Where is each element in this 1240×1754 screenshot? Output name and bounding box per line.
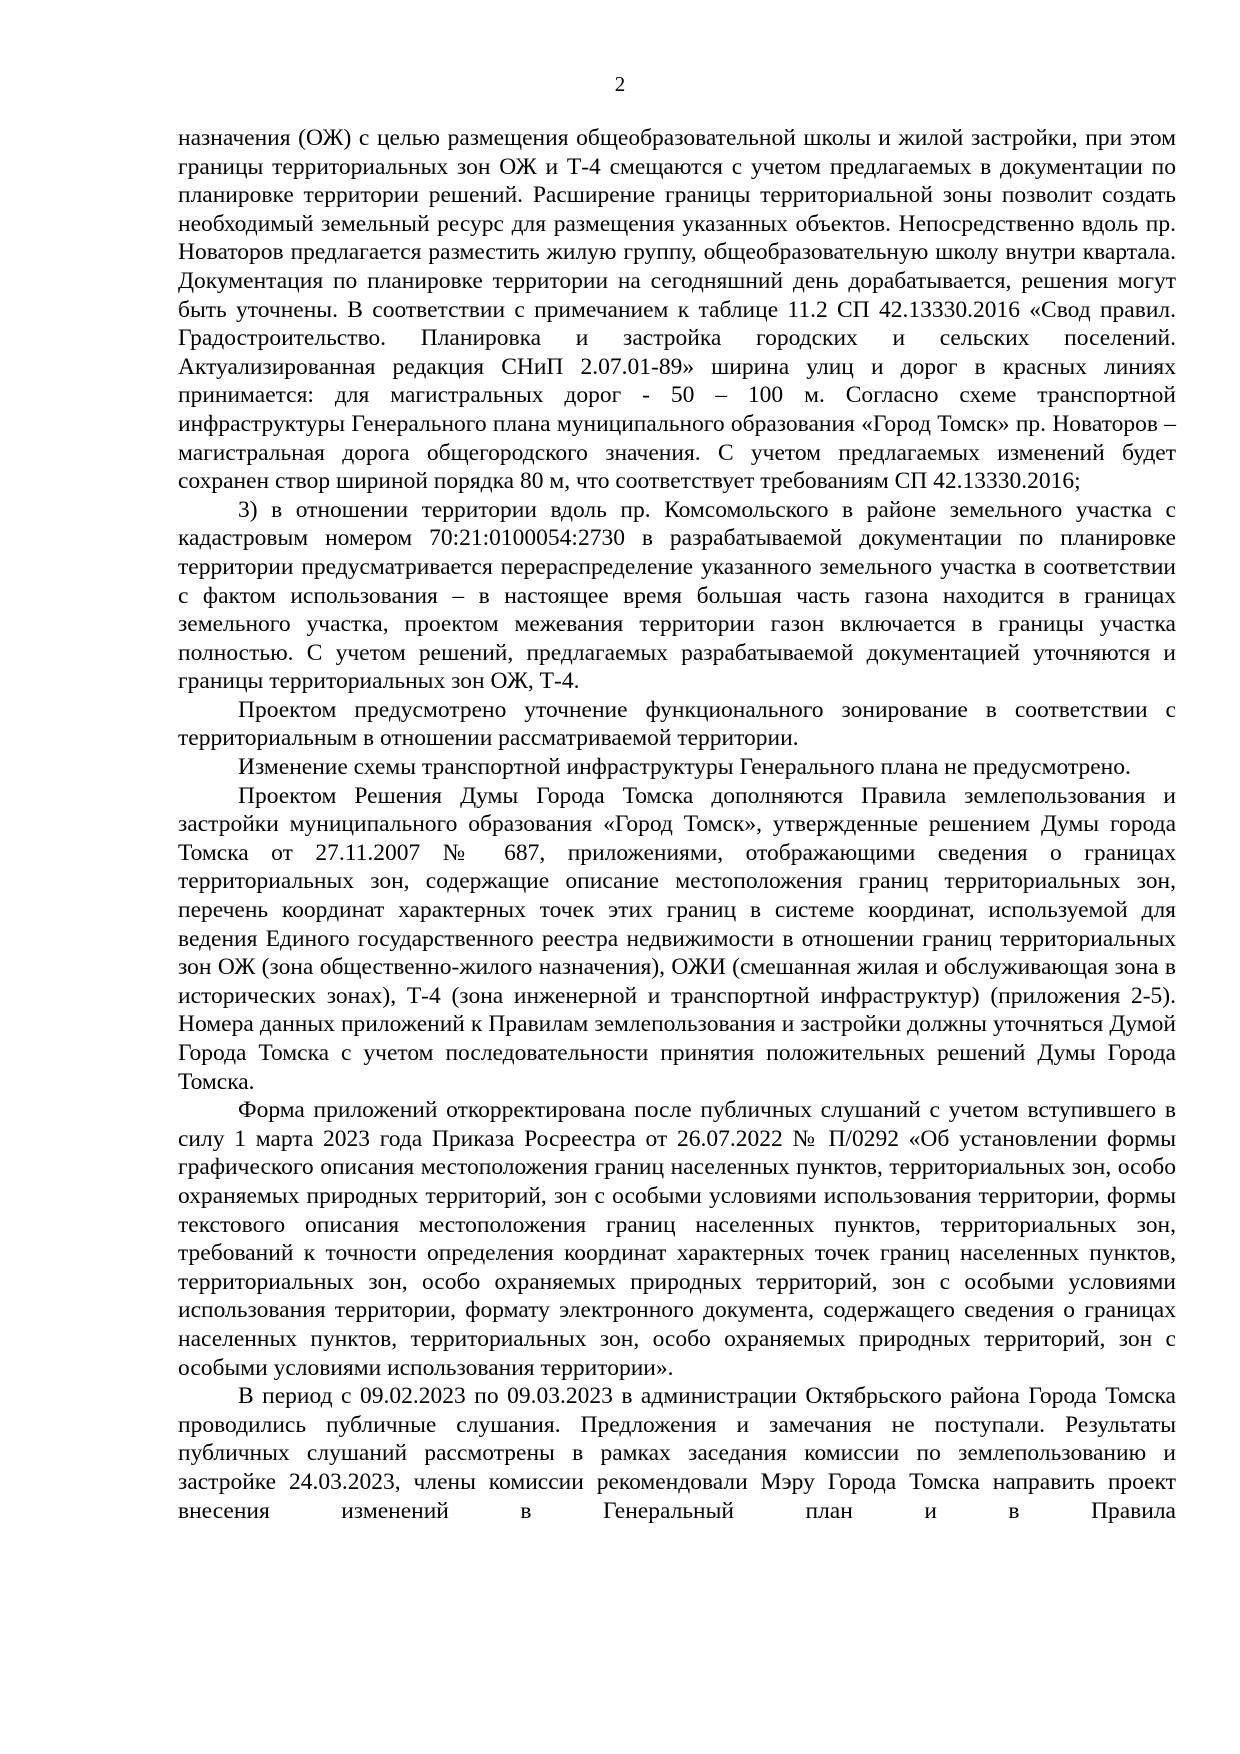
paragraph-4: Изменение схемы транспортной инфраструктуры Генерального плана не предусмотрено.	[238, 754, 1131, 781]
paragraph-5: Проектом Решения Думы Города Томска дополняются Правила землепользования и застройки муниципального образования «Город Томск», утвержденные решением Думы города Томска от 27.11.2007 № 687, приложениями, отображающими сведения о границах территориальных зон, содержащие описание местоположения границ территориальных зон, перечень координат характерных точек этих границ в системе координат, используемой для ведения Единого государственного реестра недвижимости в отношении границ территориальных зон ОЖ (зона общественно-жилого назначения), ОЖИ (смешанная жилая и обслуживающая зона в исторических зонах), Т-4 (зона инженерной и транспортной инфраструктур) (приложения 2-5). Номера данных приложений к Правилам землепользования и застройки должны уточняться Думой Города Томска с учетом последовательности принятия положительных решений Думы Города Томска.	[178, 782, 1176, 1095]
paragraph-1: назначения (ОЖ) с целью размещения общеобразовательной школы и жилой застройки, при этом границы территориальных зон ОЖ и Т-4 смещаются с учетом предлагаемых в документации по планировке территории решений. Расширение границы территориальной зоны позволит создать необходимый земельный ресурс для размещения указанных объектов. Непосредственно вдоль пр. Новаторов предлагается разместить жилую группу, общеобразовательную школу внутри квартала. Документация по планировке территории на сегодняшний день дорабатывается, решения могут быть уточнены. В соответствии с примечанием к таблице 11.2 СП 42.13330.2016 «Свод правил. Градостроительство. Планировка и застройка городских и сельских поселений. Актуализированная редакция СНиП 2.07.01-89» ширина улиц и дорог в красных линиях принимается: для магистральных дорог - 50 – 100 м. Согласно схеме транспортной инфраструктуры Генерального плана муниципального образования «Город Томск» пр. Новаторов – магистральная дорога общегородского значения. С учетом предлагаемых изменений будет сохранен створ шириной порядка 80 м, что соответствует требованиям СП 42.13330.2016;	[178, 125, 1176, 495]
paragraph-6: Форма приложений откорректирована после публичных слушаний с учетом вступившего в силу 1 марта 2023 года Приказа Росреестра от 26.07.2022 № П/0292 «Об установлении формы графического описания местоположения границ населенных пунктов, территориальных зон, особо охраняемых природных территорий, зон с особыми условиями использования территории, формы текстового описания местоположения границ населенных пунктов, территориальных зон, требований к точности определения координат характерных точек границ населенных пунктов, территориальных зон, особо охраняемых природных территорий, зон с особыми условиями использования территории, формату электронного документа, содержащего сведения о границах населенных пунктов, территориальных зон, особо охраняемых природных территорий, зон с особыми условиями использования территории».	[178, 1097, 1176, 1381]
paragraph-7: В период с 09.02.2023 по 09.03.2023 в администрации Октябрьского района Города Томска проводились публичные слушания. Предложения и замечания не поступали. Результаты публичных слушаний рассмотрены в рамках заседания комиссии по землепользованию и застройке 24.03.2023, члены комиссии рекомендовали Мэру Города Томска направить проект внесения изменений в Генеральный план и в Правила	[178, 1383, 1176, 1524]
document-body	[178, 124, 1176, 1525]
page-number: 2	[614, 72, 626, 96]
paragraph-2: 3) в отношении территории вдоль пр. Комсомольского в районе земельного участка с кадастровым номером 70:21:0100054:2730 в разрабатываемой документации по планировке территории предусматривается перераспределение указанного земельного участка в соответствии с фактом использования – в настоящее время большая часть газона находится в границах земельного участка, проектом межевания территории газон включается в границы участка полностью. С учетом решений, предлагаемых разрабатываемой документацией уточняются и границы территориальных зон ОЖ, Т-4.	[178, 496, 1176, 695]
paragraph-3: Проектом предусмотрено уточнение функционального зонирование в соответствии с территориальным в отношении рассматриваемой территории.	[178, 696, 1176, 752]
